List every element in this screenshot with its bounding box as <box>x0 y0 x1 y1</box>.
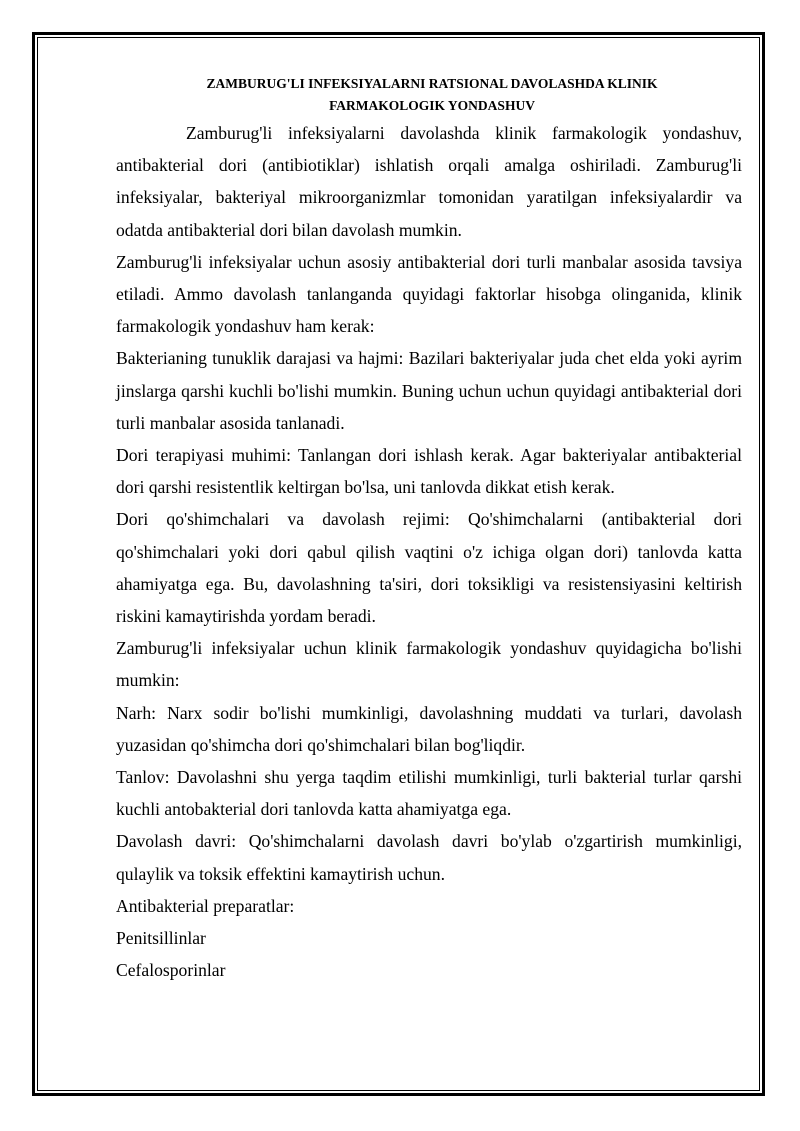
paragraph-choice: Tanlov: Davolashni shu yerga taqdim etilishi mumkinligi, turli bakterial turlar qarshi kuchli antobakterial dori tanlovda katta ahamiyatga ega. <box>116 767 742 820</box>
list-item: Cefalosporinlar <box>116 960 226 981</box>
paragraph-price: Narh: Narx sodir bo'lishi mumkinligi, davolashning muddati va turlari, davolash yuzasidan qo'shimcha dori qo'shimchalari bilan bog'liqdir. <box>116 702 742 755</box>
paragraph-drug-therapy: Dori terapiyasi muhimi: Tanlangan dori ishlash kerak. Agar bakteriyalar antibakterial dori qarshi resistentlik keltirgan bo'lsa, uni tanlovda dikkat etish kerak. <box>116 445 742 498</box>
list-heading: Antibakterial preparatlar: <box>116 895 295 916</box>
document-title <box>116 73 742 117</box>
document-body <box>116 73 742 986</box>
paragraph-approach: Zamburug'li infeksiyalar uchun klinik farmakologik yondashuv quyidagicha bo'lishi mumkin: <box>116 638 742 691</box>
paragraph-duration: Davolash davri: Qo'shimchalarni davolash davri bo'ylab o'zgartirish mumkinligi, qulaylik va toksik effektini kamaytirish uchun. <box>116 831 742 884</box>
title-line-1: ZAMBURUG'LI INFEKSIYALARNI RATSIONAL DAVOLASHDA KLINIK <box>206 76 658 91</box>
paragraph-supplements: Dori qo'shimchalari va davolash rejimi: Qo'shimchalarni (antibakterial dori qo'shimchalari yoki dori qabul qilish vaqtini o'z ichiga olgan dori) tanlovda katta ahamiyatga ega. Bu, davolashning ta'siri, dori toksikligi va resistensiyasini keltirish riskini kamaytirishda yordam beradi. <box>116 509 742 627</box>
paragraph-intro: Zamburug'li infeksiyalarni davolashda klinik farmakologik yondashuv, antibakterial dori (antibiotiklar) ishlatish orqali amalga oshiriladi. Zamburug'li infeksiyalar, bakteriyal mikroorganizmlar tomonidan yaratilgan infeksiyalardir va odatda antibakterial dori bilan davolash mumkin. <box>116 123 742 240</box>
title-line-2: FARMAKOLOGIK YONDASHUV <box>329 98 535 113</box>
list-item: Penitsillinlar <box>116 928 206 949</box>
paragraph-main-drug: Zamburug'li infeksiyalar uchun asosiy antibakterial dori turli manbalar asosida tavsiya etiladi. Ammo davolash tanlanganda quyidagi faktorlar hisobga olinganida, klinik farmakologik yondashuv ham kerak: <box>116 251 742 337</box>
paragraph-bacteria-level: Bakterianing tunuklik darajasi va hajmi: Bazilari bakteriyalar juda chet elda yoki ayrim jinslarga qarshi kuchli bo'lishi mumkin. Buning uchun uchun quyidagi antibakterial dori turli manbalar asosida tanlanadi. <box>116 348 742 433</box>
